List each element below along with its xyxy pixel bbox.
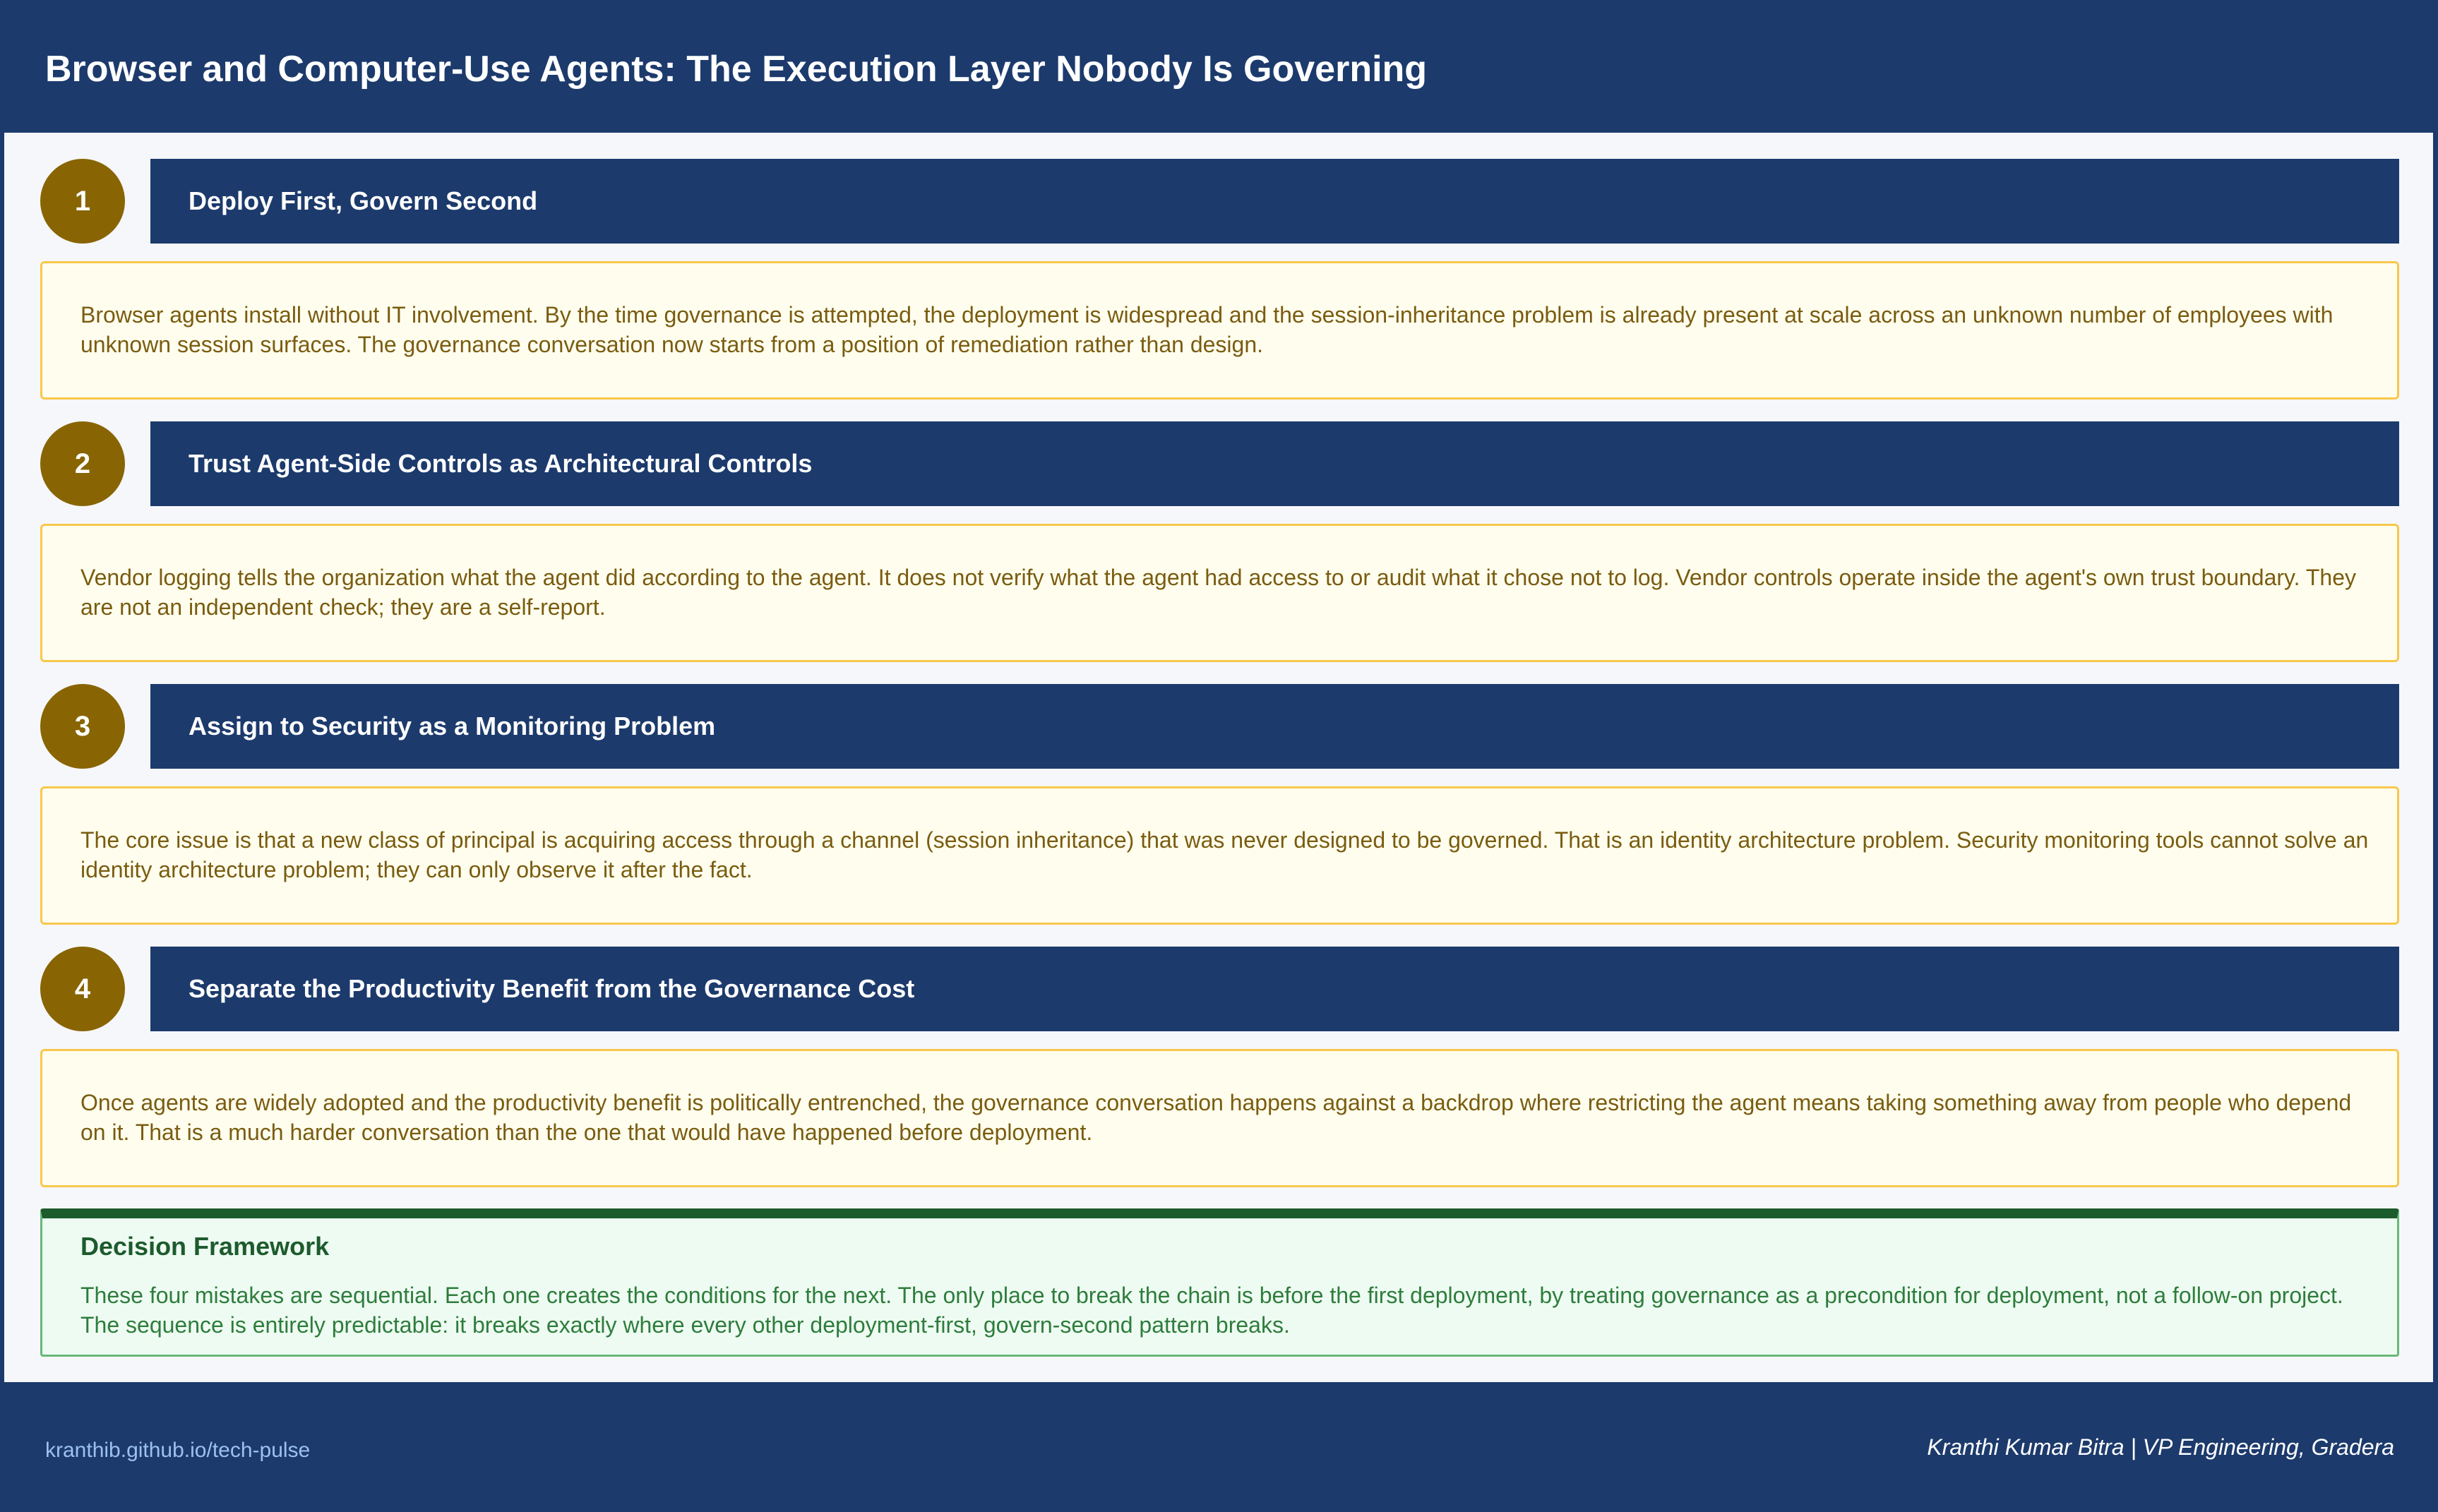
step-number-badge: 1 xyxy=(40,159,125,244)
step-title-bar: Separate the Productivity Benefit from the Governance Cost xyxy=(150,947,2399,1031)
step-title-bar: Assign to Security as a Monitoring Problem xyxy=(150,684,2399,769)
footer-author: Kranthi Kumar Bitra | VP Engineering, Gradera xyxy=(1927,1434,2394,1460)
step-description: The core issue is that a new class of principal is acquiring access through a channel (session inheritance) that was never designed to be governed. That is an identity architecture problem. Security monitoring tools cannot solve an identity architecture problem; they can only observe it after the fact. xyxy=(40,786,2399,925)
framework-body: These four mistakes are sequential. Each one creates the conditions for the next. The only place to break the chain is before the first deployment, by treating governance as a precondition for deployment, not a follow-on project. The sequence is entirely predictable: it breaks exactly where every other deployment-first, govern-second pattern breaks. xyxy=(80,1283,2343,1338)
step-number-badge: 3 xyxy=(40,684,125,769)
main-content xyxy=(4,133,2433,1382)
step-number-badge: 4 xyxy=(40,947,125,1031)
framework-title: Decision Framework xyxy=(80,1232,330,1261)
step-title-bar: Deploy First, Govern Second xyxy=(150,159,2399,244)
step-description: Vendor logging tells the organization what the agent did according to the agent. It does not verify what the agent had access to or audit what it chose not to log. Vendor controls operate inside the agent's own trust boundary. They are not an independent check; they are a self-report. xyxy=(40,524,2399,662)
decision-framework-panel xyxy=(40,1208,2399,1357)
page-title: Browser and Computer-Use Agents: The Execution Layer Nobody Is Governing xyxy=(45,49,1428,90)
step-description: Once agents are widely adopted and the productivity benefit is politically entrenched, the governance conversation happens against a backdrop where restricting the agent means taking something away from people who depend on it. That is a much harder conversation than the one that would have happened before deployment. xyxy=(40,1049,2399,1187)
header xyxy=(0,0,2438,133)
footer-link[interactable]: kranthib.github.io/tech-pulse xyxy=(45,1439,311,1462)
step-number-badge: 2 xyxy=(40,421,125,506)
step-description: Browser agents install without IT involvement. By the time governance is attempted, the deployment is widespread and the session-inheritance problem is already present at scale across an unknown number of employees with unknown session surfaces. The governance conversation now starts from a position of remediation rather than design. xyxy=(40,261,2399,400)
step-title-bar: Trust Agent-Side Controls as Architectural Controls xyxy=(150,421,2399,506)
